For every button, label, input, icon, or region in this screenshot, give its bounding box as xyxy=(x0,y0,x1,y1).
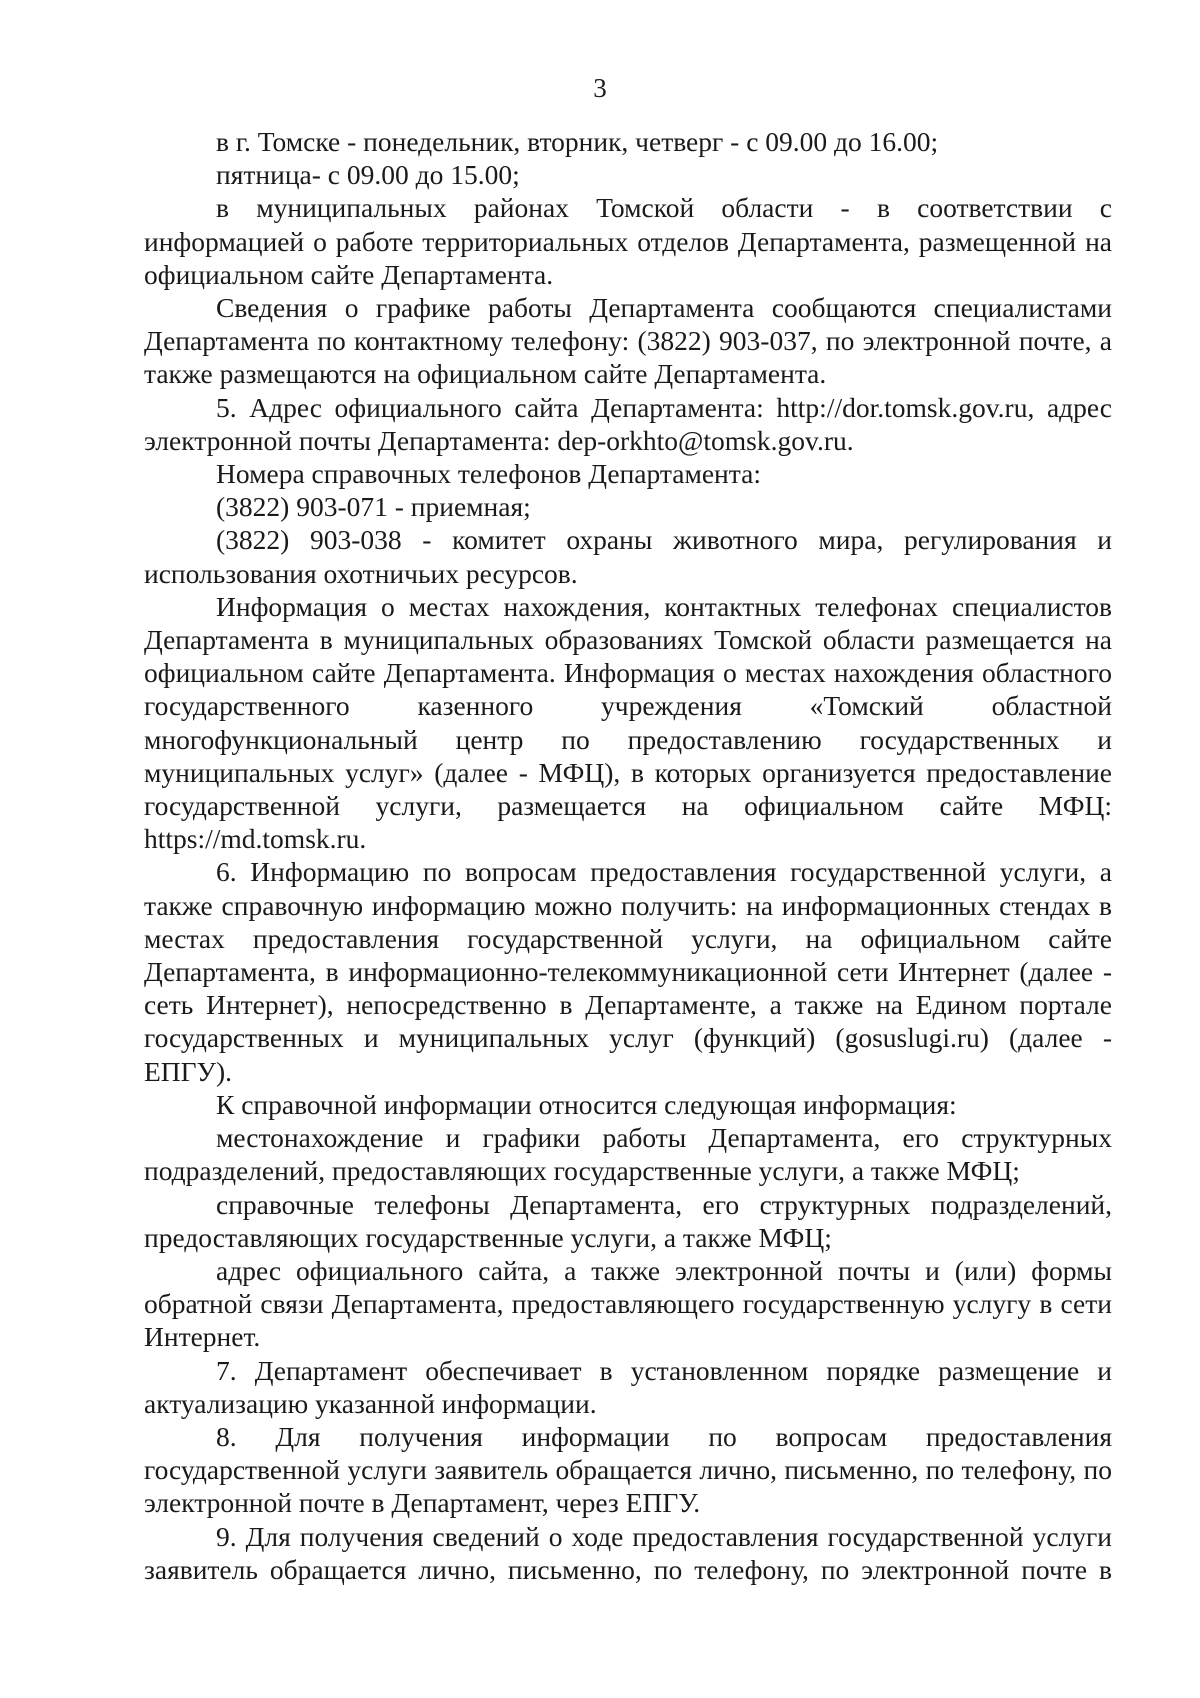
paragraph-phones-heading: Номера справочных телефонов Департамента: xyxy=(216,458,761,490)
paragraph-schedule-friday: пятница- с 09.00 до 15.00; xyxy=(216,159,520,191)
paragraph-item-7: 7. Департамент обеспечивает в установленном порядке размещение и актуализацию указанной информации. xyxy=(144,1354,1112,1419)
paragraph-schedule-tomsk: в г. Томске - понедельник, вторник, четверг - с 09.00 до 16.00; xyxy=(216,126,939,157)
paragraph-item-6: 6. Информацию по вопросам предоставления государственной услуги, а также справочную информацию можно получить: на информационных стендах в местах предоставления государственной услуги, на официальном сайте Департамента, в информационно-телекоммуникационной сети Интернет (далее - сеть Интернет), непосредственно в Департаменте, а также на Едином портале государственных и муниципальных услуг (функций) (gosuslugi.ru) (далее - ЕПГУ). xyxy=(144,856,1112,1087)
paragraph-reference-website: адрес официального сайта, а также электронной почты и (или) формы обратной связи Департамента, предоставляющего государственную услугу в сети Интернет. xyxy=(144,1254,1112,1353)
paragraph-item-9: 9. Для получения сведений о ходе предоставления государственной услуги заявитель обращается лично, письменно, по телефону, по электронной почте в xyxy=(144,1520,1112,1585)
document-body xyxy=(144,125,1112,1586)
paragraph-phone-reception: (3822) 903-071 - приемная; xyxy=(216,491,531,523)
paragraph-reference-phones: справочные телефоны Департамента, его структурных подразделений, предоставляющих государственные услуги, а также МФЦ; xyxy=(144,1188,1112,1253)
paragraph-mfc-info: Информация о местах нахождения, контактных телефонах специалистов Департамента в муниципальных образованиях Томской области размещается на официальном сайте Департамента. Информация о местах нахождения областного государственного казенного учреждения «Томский областной многофункциональный центр по предоставлению государственных и муниципальных услуг» (далее - МФЦ), в которых организуется предоставление государственной услуги, размещается на официальном сайте МФЦ: https://md.tomsk.ru. xyxy=(144,590,1112,855)
page-number: 3 xyxy=(593,73,607,103)
paragraph-schedule-districts: в муниципальных районах Томской области - в соответствии с информацией о работе территориальных отделов Департамента, размещенной на официальном сайте Департамента. xyxy=(144,192,1112,290)
paragraph-schedule-info: Сведения о графике работы Департамента сообщаются специалистами Департамента по контактному телефону: (3822) 903-037, по электронной почте, а также размещаются на официальном сайте Департамента. xyxy=(144,292,1112,390)
paragraph-item-5: 5. Адрес официального сайта Департамента: http://dor.tomsk.gov.ru, адрес электронной почты Департамента: dep-orkhto@tomsk.gov.ru. xyxy=(144,391,1112,456)
paragraph-reference-location: местонахождение и графики работы Департамента, его структурных подразделений, предоставляющих государственные услуги, а также МФЦ; xyxy=(144,1122,1112,1187)
paragraph-item-8: 8. Для получения информации по вопросам предоставления государственной услуги заявитель обращается лично, письменно, по телефону, по электронной почте в Департамент, через ЕПГУ. xyxy=(144,1420,1112,1519)
paragraph-reference-heading: К справочной информации относится следующая информация: xyxy=(216,1088,957,1120)
paragraph-phone-committee: (3822) 903-038 - комитет охраны животного мира, регулирования и использования охотничьих ресурсов. xyxy=(144,524,1112,589)
